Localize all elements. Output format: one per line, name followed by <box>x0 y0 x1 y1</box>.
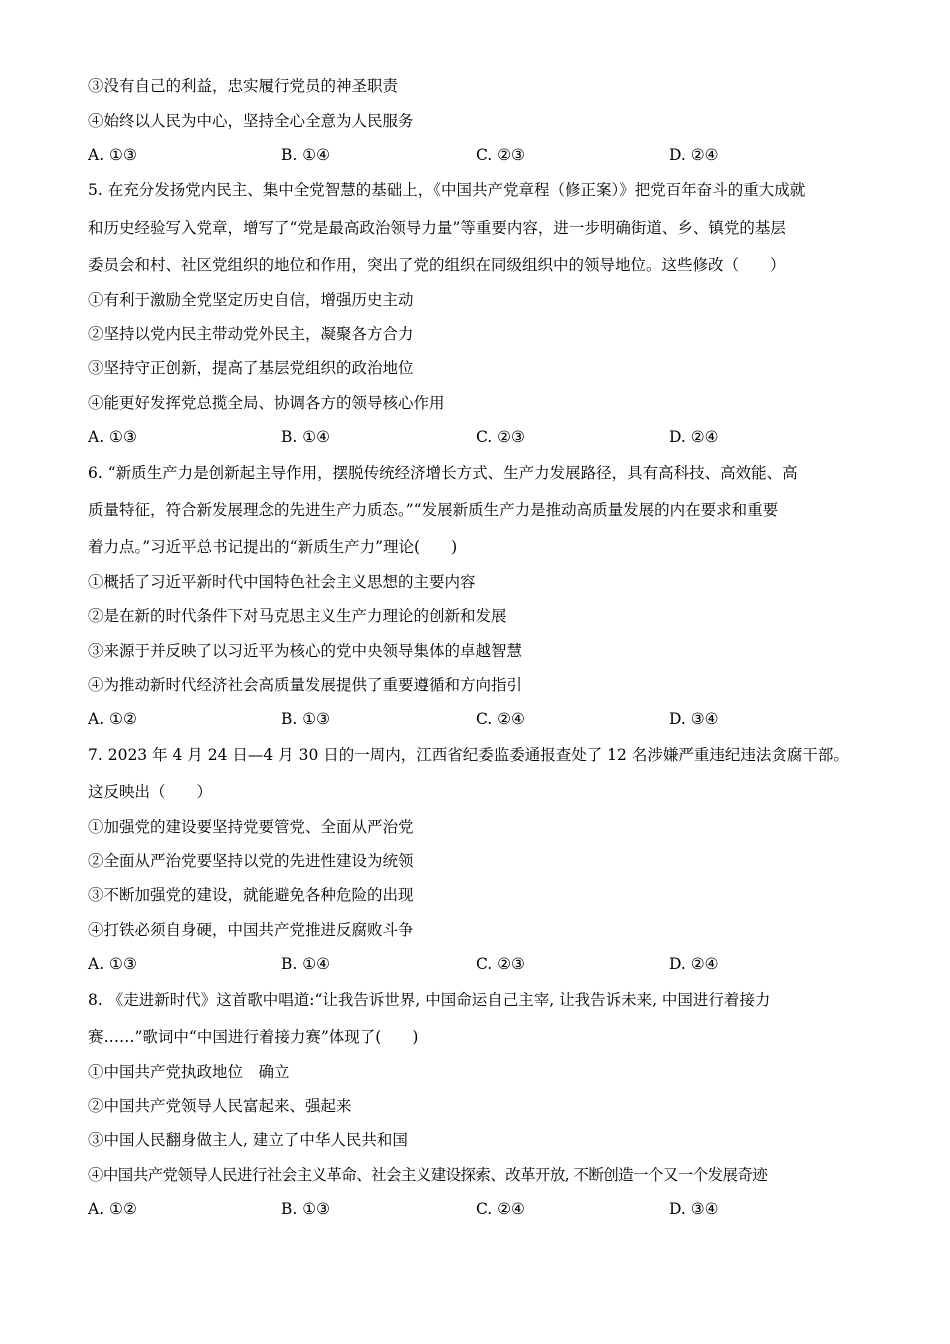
q6-option-c: C. ②④ <box>476 710 525 728</box>
q8-stem-line: 赛……”歌词中“中国进行着接力赛”体现了( ) <box>88 1028 419 1046</box>
q6-option-a: A. ①② <box>88 710 137 728</box>
q6-statement-2: ②是在新的时代条件下对马克思主义生产力理论的创新和发展 <box>88 607 507 625</box>
option-d: D. ②④ <box>669 146 719 164</box>
q5-statement-1: ①有利于激励全党坚定历史自信，增强历史主动 <box>88 291 414 309</box>
q5-stem-line: 5. 在充分发扬党内民主、集中全党智慧的基础上，《中国共产党章程（修正案）》把党百年奋斗的重大成就 <box>88 181 806 199</box>
q7-option-d: D. ②④ <box>669 955 719 973</box>
q8-statement-4: ④中国共产党领导人民进行社会主义革命、社会主义建设探索、改革开放, 不断创造一个又一个发展奇迹 <box>88 1166 768 1184</box>
q7-stem-line: 这反映出（ ） <box>88 783 213 801</box>
q7-statement-4: ④打铁必须自身硬，中国共产党推进反腐败斗争 <box>88 921 414 939</box>
q5-option-a: A. ①③ <box>88 428 137 446</box>
option-c: C. ②③ <box>476 146 525 164</box>
q5-statement-2: ②坚持以党内民主带动党外民主，凝聚各方合力 <box>88 325 414 343</box>
q8-option-d: D. ③④ <box>669 1200 719 1218</box>
option-b: B. ①④ <box>281 146 331 164</box>
q5-stem-line: 和历史经验写入党章，增写了“党是最高政治领导力量”等重要内容，进一步明确街道、乡、镇党的基层 <box>88 219 786 237</box>
q7-option-c: C. ②③ <box>476 955 525 973</box>
q6-statement-4: ④为推动新时代经济社会高质量发展提供了重要遵循和方向指引 <box>88 676 523 694</box>
q5-stem-line: 委员会和村、社区党组织的地位和作用，突出了党的组织在同级组织中的领导地位。这些修改（ ） <box>88 256 786 274</box>
q7-statement-3: ③不断加强党的建设，就能避免各种危险的出现 <box>88 886 414 904</box>
q8-stem-line: 8. 《走进新时代》这首歌中唱道:“让我告诉世界, 中国命运自己主宰, 让我告诉未来, 中国进行着接力 <box>88 991 771 1009</box>
q6-stem-line: 6. “新质生产力是创新起主导作用，摆脱传统经济增长方式、生产力发展路径，具有高科技、高效能、高 <box>88 464 798 482</box>
statement-4: ④始终以人民为中心，坚持全心全意为人民服务 <box>88 112 414 130</box>
q5-option-d: D. ②④ <box>669 428 719 446</box>
q8-option-b: B. ①③ <box>281 1200 331 1218</box>
q6-statement-1: ①概括了习近平新时代中国特色社会主义思想的主要内容 <box>88 573 476 591</box>
q6-stem-line: 质量特征，符合新发展理念的先进生产力质态。”“发展新质生产力是推动高质量发展的内在要求和重要 <box>88 501 779 519</box>
q5-statement-4: ④能更好发挥党总揽全局、协调各方的领导核心作用 <box>88 394 445 412</box>
q6-stem-line: 着力点。”习近平总书记提出的“新质生产力”理论( ) <box>88 538 458 556</box>
q7-option-a: A. ①③ <box>88 955 137 973</box>
q8-statement-3: ③中国人民翻身做主人, 建立了中华人民共和国 <box>88 1131 408 1149</box>
q8-option-a: A. ①② <box>88 1200 137 1218</box>
q5-statement-3: ③坚持守正创新，提高了基层党组织的政治地位 <box>88 359 414 377</box>
q7-statement-2: ②全面从严治党要坚持以党的先进性建设为统领 <box>88 852 414 870</box>
q7-stem-line: 7. 2023 年 4 月 24 日—4 月 30 日的一周内，江西省纪委监委通报查处了 12 名涉嫌严重违纪违法贪腐干部。 <box>88 746 849 764</box>
q7-statement-1: ①加强党的建设要坚持党要管党、全面从严治党 <box>88 818 414 836</box>
q8-option-c: C. ②④ <box>476 1200 525 1218</box>
option-a: A. ①③ <box>88 146 137 164</box>
statement-3: ③没有自己的利益，忠实履行党员的神圣职责 <box>88 77 399 95</box>
q5-option-c: C. ②③ <box>476 428 525 446</box>
q8-statement-2: ②中国共产党领导人民富起来、强起来 <box>88 1097 352 1115</box>
q8-statement-1: ①中国共产党执政地位 确立 <box>88 1063 290 1081</box>
q7-option-b: B. ①④ <box>281 955 331 973</box>
q5-option-b: B. ①④ <box>281 428 331 446</box>
q6-option-b: B. ①③ <box>281 710 331 728</box>
q6-statement-3: ③来源于并反映了以习近平为核心的党中央领导集体的卓越智慧 <box>88 642 523 660</box>
q6-option-d: D. ③④ <box>669 710 719 728</box>
